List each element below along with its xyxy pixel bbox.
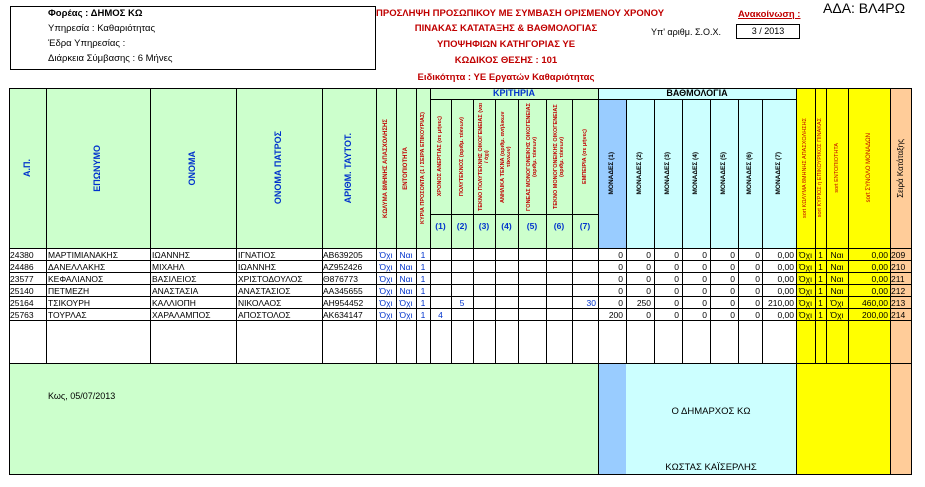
- cell-s2: 1: [818, 250, 823, 260]
- cell-m3: 0: [674, 262, 679, 272]
- title-line-4: ΚΩΔΙΚΟΣ ΘΕΣΗΣ : 101: [454, 55, 558, 66]
- cell-m3: 0: [674, 310, 679, 320]
- header-c7: ΕΜΠΕΙΡΙΑ (σε μήνες): [581, 129, 588, 184]
- cell-name: ΜΙΧΑΗΛ: [152, 262, 185, 272]
- cell-m1: 200: [608, 310, 623, 320]
- cell-m3: 0: [674, 298, 679, 308]
- cell-m6: 0: [755, 286, 760, 296]
- criteria-group-header: ΚΡΙΤΗΡΙΑ: [492, 88, 535, 98]
- cell-s4: 460,00: [862, 298, 888, 308]
- cell-s1: Όχι: [799, 286, 812, 296]
- cell-m4: 0: [702, 250, 707, 260]
- cell-surname: ΠΕΤΜΕΖΗ: [48, 286, 90, 296]
- cell-m5: 0: [730, 262, 735, 272]
- cell-s4: 200,00: [862, 310, 888, 320]
- cell-s3: Ναι: [830, 262, 844, 272]
- header-m5: ΜΟΝΑΔΕΣ (5): [720, 152, 728, 195]
- cell-m6: 0: [755, 274, 760, 284]
- header-m3: ΜΟΝΑΔΕΣ (3): [664, 152, 672, 195]
- mayor-name: ΚΩΣΤΑΣ ΚΑΪΣΕΡΛΗΣ: [665, 462, 757, 473]
- criteria-num-6: (6): [553, 221, 565, 231]
- criteria-num-2: (2): [456, 221, 468, 231]
- cell-m3: 0: [674, 250, 679, 260]
- foreas: Φορέας : ΔΗΜΟΣ ΚΩ: [48, 8, 143, 19]
- cell-k: Όχι: [379, 310, 393, 320]
- cell-m7: 210,00: [768, 298, 794, 308]
- cell-ky: 1: [420, 310, 426, 320]
- header-sort-entopiotita: sort ΕΝΤΟΠΙΟΤΗΤΑ: [833, 143, 840, 193]
- cell-m1: 0: [618, 286, 623, 296]
- cell-m5: 0: [730, 310, 735, 320]
- cell-father: ΙΩΑΝΝΗΣ: [238, 262, 277, 272]
- cell-s1: Όχι: [799, 250, 812, 260]
- cell-s2: 1: [818, 310, 823, 320]
- cell-s2: 1: [818, 286, 823, 296]
- cell-ap: 25164: [10, 298, 34, 308]
- cell-rank: 211: [891, 274, 905, 284]
- cell-ky: 1: [420, 286, 426, 296]
- cell-ky: 1: [420, 262, 426, 272]
- cell-ap: 24486: [10, 262, 34, 272]
- cell-father: ΑΝΑΣΤΑΣΙΟΣ: [238, 286, 291, 296]
- header-kyria: ΚΥΡΙΑ ΠΡΟΣΟΝΤΑ (1 / ΣΕΙΡΑ ΕΠΙΚΟΥΡΙΑΣ): [419, 112, 426, 224]
- cell-m5: 0: [730, 274, 735, 284]
- cell-name: ΚΑΛΛΙΟΠΗ: [152, 298, 196, 308]
- cell-c1: 4: [438, 310, 443, 320]
- cell-s1: Όχι: [799, 262, 812, 272]
- cell-name: ΒΑΣΙΛΕΙΟΣ: [152, 274, 197, 284]
- cell-id: ΑΒ639205: [323, 250, 363, 260]
- cell-e: Ναι: [399, 286, 413, 296]
- cell-id: ΑΑ345655: [323, 286, 363, 296]
- cell-m7: 0,00: [777, 310, 794, 320]
- cell-c7: 30: [586, 298, 596, 308]
- cell-s3: Ναι: [830, 274, 844, 284]
- cell-m3: 0: [674, 274, 679, 284]
- cell-m4: 0: [702, 286, 707, 296]
- cell-s1: Όχι: [799, 310, 812, 320]
- cell-m4: 0: [702, 262, 707, 272]
- cell-surname: ΤΣΙΚΟΥΡΗ: [48, 298, 91, 308]
- cell-father: ΙΓΝΑΤΙΟΣ: [238, 250, 276, 260]
- cell-e: Ναι: [399, 262, 413, 272]
- cell-father: ΧΡΙΣΤΟΔΟΥΛΟΣ: [238, 274, 303, 284]
- header-entopiotita: ΕΝΤΟΠΙΟΤΗΤΑ: [402, 146, 409, 190]
- title-line-2: ΠΙΝΑΚΑΣ ΚΑΤΑΤΑΞΗΣ & ΒΑΘΜΟΛΟΓΙΑΣ: [414, 23, 598, 34]
- cell-m5: 0: [730, 250, 735, 260]
- cell-e: Όχι: [399, 298, 413, 308]
- cell-id: Θ876773: [323, 274, 358, 284]
- cell-k: Όχι: [379, 262, 393, 272]
- scoring-group-header: ΒΑΘΜΟΛΟΓΙΑ: [666, 88, 728, 98]
- cell-s4: 0,00: [871, 262, 888, 272]
- title-line-1: ΠΡΟΣΛΗΨΗ ΠΡΟΣΩΠΙΚΟΥ ΜΕ ΣΥΜΒΑΣΗ ΟΡΙΣΜΕΝΟΥ ΧΡΟΝΟΥ: [376, 8, 665, 19]
- cell-m2: 0: [646, 286, 651, 296]
- cell-rank: 210: [891, 262, 906, 272]
- cell-ap: 24380: [10, 250, 34, 260]
- cell-s1: Όχι: [799, 298, 812, 308]
- cell-name: ΑΝΑΣΤΑΣΙΑ: [152, 286, 199, 296]
- cell-k: Όχι: [379, 250, 393, 260]
- cell-ap: 25763: [10, 310, 34, 320]
- cell-m4: 0: [702, 274, 707, 284]
- cell-s4: 0,00: [871, 286, 888, 296]
- cell-m1: 0: [618, 250, 623, 260]
- ypiresia: Υπηρεσία : Καθαριότητας: [48, 23, 156, 34]
- cell-id: ΑΗ954452: [323, 298, 364, 308]
- cell-ap: 25140: [10, 286, 34, 296]
- cell-m4: 0: [702, 310, 707, 320]
- cell-rank: 213: [891, 298, 906, 308]
- cell-m7: 0,00: [777, 274, 794, 284]
- cell-m6: 0: [755, 262, 760, 272]
- cell-e: Ναι: [399, 274, 413, 284]
- header-id: ΑΡΙΘΜ. ΤΑΥΤΟΤ.: [343, 132, 354, 204]
- header-rank: Σειρά Κατάταξης: [895, 138, 905, 198]
- cell-m1: 0: [618, 274, 623, 284]
- cell-s4: 0,00: [871, 250, 888, 260]
- header-c1: ΧΡΟΝΟΣ ΑΝΕΡΓΙΑΣ (σε μήνες): [437, 116, 444, 197]
- info-box: [10, 6, 376, 70]
- cell-ky: 1: [420, 298, 426, 308]
- mayor-title: Ο ΔΗΜΑΡΧΟΣ ΚΩ: [671, 406, 751, 417]
- header-c4: ΑΝΗΛΙΚΑ ΤΕΚΝΑ (αριθμ. ανήλικων τέκνων): [500, 110, 513, 203]
- criteria-num-1: (1): [435, 221, 446, 231]
- cell-s3: Ναι: [830, 250, 844, 260]
- title-line-3: ΥΠΟΨΗΦΙΩΝ ΚΑΤΗΓΟΡΙΑΣ ΥΕ: [436, 39, 576, 50]
- cell-s2: 1: [818, 298, 823, 308]
- header-sort-synolo: sort ΣΥΝΟΛΟ ΜΟΝΑΔΩΝ: [865, 133, 872, 203]
- cell-m1: 0: [618, 262, 623, 272]
- cell-k: Όχι: [379, 274, 393, 284]
- diarkeia: Διάρκεια Σύμβασης : 6 Μήνες: [48, 53, 173, 64]
- header-m2: ΜΟΝΑΔΕΣ (2): [636, 152, 644, 195]
- header-ap: Α.Π.: [21, 159, 32, 177]
- header-m6: ΜΟΝΑΔΕΣ (6): [746, 152, 754, 195]
- cell-s3: Όχι: [830, 310, 844, 320]
- criteria-num-3: (3): [478, 221, 490, 231]
- place-date: Κως, 05/07/2013: [48, 391, 116, 401]
- criteria-num-4: (4): [501, 221, 512, 231]
- cell-m1: 0: [618, 298, 623, 308]
- cell-s2: 1: [818, 262, 823, 272]
- criteria-num-5: (5): [526, 221, 538, 231]
- cell-m3: 0: [674, 286, 679, 296]
- cell-m6: 0: [755, 310, 760, 320]
- cell-e: Όχι: [399, 310, 413, 320]
- cell-s3: Ναι: [830, 286, 844, 296]
- header-c5: ΓΟΝΕΑΣ ΜΟΝΟΓΟΝΕΙΚΗΣ ΟΙΚΟΓΕΝΕΙΑΣ (αριθμ. τέκνων): [525, 102, 538, 211]
- header-m7: ΜΟΝΑΔΕΣ (7): [775, 152, 783, 195]
- title-line-5: Ειδικότητα : ΥΕ Εργατών Καθαριότητας: [417, 72, 595, 83]
- cell-m4: 0: [702, 298, 707, 308]
- header-koluma: ΚΩΛΥΜΑ 8ΜΗΝΗΣ ΑΠΑΣΧΟΛΗΣΗΣ: [382, 118, 389, 218]
- cell-m2: 0: [646, 262, 651, 272]
- header-c2: ΠΟΛΥΤΕΚΝΟΣ (αριθμ. τέκνων): [458, 116, 465, 197]
- cell-ky: 1: [420, 250, 426, 260]
- cell-m2: 0: [646, 310, 651, 320]
- header-father: ΟΝΟΜΑ ΠΑΤΡΟΣ: [273, 131, 284, 205]
- cell-m5: 0: [730, 298, 735, 308]
- header-name: ΟΝΟΜΑ: [187, 150, 198, 186]
- cell-father: ΑΠΟΣΤΟΛΟΣ: [238, 310, 291, 320]
- edra: Έδρα Υπηρεσίας :: [48, 38, 126, 49]
- cell-ap: 23577: [10, 274, 34, 284]
- cell-surname: ΤΟΥΡΛΑΣ: [48, 310, 87, 320]
- header-m4: ΜΟΝΑΔΕΣ (4): [692, 152, 700, 195]
- cell-e: Ναι: [399, 250, 413, 260]
- cell-father: ΝΙΚΟΛΑΟΣ: [238, 298, 282, 308]
- cell-m6: 0: [755, 298, 760, 308]
- header-m1: ΜΟΝΑΔΕΣ (1): [608, 152, 616, 195]
- cell-surname: ΚΕΦΑΛΙΑΝΟΣ: [48, 274, 104, 284]
- header-sort-koluma: sort ΚΩΛΥΜΑ 8ΜΗΝΗΣ ΑΠΑΣΧΟΛΗΣΗΣ: [802, 117, 809, 219]
- cell-s2: 1: [818, 274, 823, 284]
- cell-m6: 0: [755, 250, 760, 260]
- cell-rank: 212: [891, 286, 906, 296]
- cell-id: ΑΖ952426: [323, 262, 363, 272]
- cell-c2: 5: [459, 298, 465, 308]
- cell-rank: 214: [891, 310, 906, 320]
- header-c6: ΤΕΚΝΟ ΜΟΝΟΓΟΝΕΙΚΗΣ ΟΙΚΟΓΕΝΕΙΑΣ (αριθμ. τέκνων): [552, 104, 565, 209]
- cell-m7: 0,00: [777, 262, 794, 272]
- soh-label: Υπ' αριθμ. Σ.Ο.Χ.: [651, 27, 722, 37]
- ada-code: ΑΔΑ: ΒΛ4ΡΩ: [823, 0, 906, 16]
- cell-s4: 0,00: [871, 274, 888, 284]
- cell-m5: 0: [730, 286, 735, 296]
- cell-s1: Όχι: [799, 274, 812, 284]
- cell-surname: ΔΑΝΕΛΛΑΚΗΣ: [48, 262, 106, 272]
- cell-surname: ΜΑΡΤΙΜΙΑΝΑΚΗΣ: [48, 250, 118, 260]
- cell-m2: 250: [636, 298, 651, 308]
- cell-m2: 0: [646, 250, 651, 260]
- cell-rank: 209: [891, 250, 906, 260]
- announcement-label: Ανακοίνωση :: [738, 9, 801, 20]
- header-surname: ΕΠΩΝΥΜΟ: [92, 144, 103, 192]
- cell-name: ΙΩΑΝΝΗΣ: [152, 250, 191, 260]
- cell-s3: Όχι: [830, 298, 844, 308]
- header-sort-pinakas: sort ΚΥΡΙΟΣ ή ΕΠΙΚΟΥΡΙΚΟΣ ΠΙΝΑΚΑΣ: [817, 118, 824, 218]
- cell-k: Όχι: [379, 298, 393, 308]
- cell-m2: 0: [646, 274, 651, 284]
- cell-id: ΑΚ634147: [323, 310, 363, 320]
- cell-name: ΧΑΡΑΛΑΜΠΟΣ: [152, 310, 211, 320]
- cell-ky: 1: [420, 274, 426, 284]
- header-c3: ΤΕΚΝΟ ΠΟΛΥΤΕΚΝΗΣ ΟΙΚΟΓΕΝΕΙΑΣ (ναι / όχι): [477, 102, 490, 211]
- soh-value: 3 / 2013: [736, 24, 800, 39]
- cell-m7: 0,00: [777, 286, 794, 296]
- criteria-num-7: (7): [579, 221, 591, 231]
- cell-m7: 0,00: [777, 250, 794, 260]
- cell-k: Όχι: [379, 286, 393, 296]
